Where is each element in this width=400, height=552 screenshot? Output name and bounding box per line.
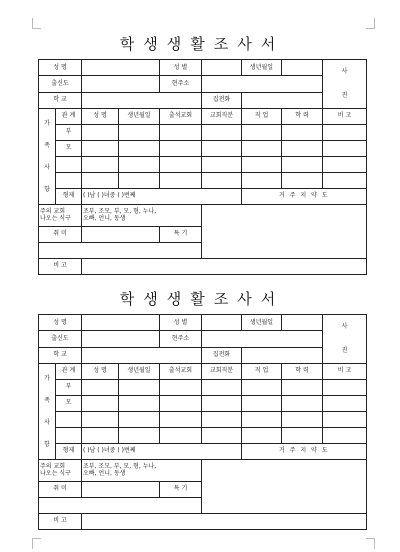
family-cell[interactable] bbox=[282, 125, 323, 141]
family-header-cell: 교회직분 bbox=[202, 109, 242, 125]
family-cell[interactable] bbox=[82, 380, 119, 396]
family-cell[interactable] bbox=[323, 157, 367, 173]
crop-mark-bottom-right bbox=[366, 538, 375, 549]
family-cell[interactable] bbox=[282, 173, 323, 189]
family-cell[interactable] bbox=[323, 396, 367, 412]
family-header-cell: 비 고 bbox=[323, 109, 367, 125]
church-family-label-2: 나오는 식구 bbox=[40, 214, 71, 222]
siblings-label: 형제 bbox=[56, 189, 82, 205]
family-label-2: 족 bbox=[44, 141, 50, 149]
family-row bbox=[39, 125, 367, 141]
address-field[interactable] bbox=[202, 76, 323, 92]
gender-field[interactable] bbox=[202, 60, 242, 76]
family-relation[interactable] bbox=[56, 412, 82, 428]
family-cell[interactable] bbox=[282, 428, 323, 444]
family-cell[interactable] bbox=[160, 396, 202, 412]
hobby-label: 취 미 bbox=[39, 227, 82, 243]
family-cell[interactable] bbox=[282, 141, 323, 157]
family-cell[interactable] bbox=[323, 412, 367, 428]
family-cell[interactable] bbox=[242, 125, 282, 141]
family-header-cell: 학 력 bbox=[282, 109, 323, 125]
family-cell[interactable] bbox=[119, 412, 160, 428]
photo-box bbox=[323, 60, 367, 109]
residence-map-label: 거 주 지 약 도 bbox=[242, 189, 367, 205]
siblings-label: 형제 bbox=[56, 444, 82, 460]
family-cell[interactable] bbox=[119, 396, 160, 412]
school-label: 학 교 bbox=[39, 92, 82, 108]
birthplace-field[interactable] bbox=[82, 76, 160, 92]
photo-label-2: 진 bbox=[341, 92, 348, 99]
survey-table bbox=[38, 314, 367, 530]
survey-form-top bbox=[38, 33, 366, 275]
home-phone-label: 집전화 bbox=[202, 347, 242, 363]
survey-table bbox=[38, 59, 367, 275]
family-cell[interactable] bbox=[242, 380, 282, 396]
family-cell[interactable] bbox=[160, 141, 202, 157]
family-cell[interactable] bbox=[82, 396, 119, 412]
family-cell[interactable] bbox=[242, 157, 282, 173]
church-family-label-2: 나오는 식구 bbox=[40, 469, 71, 477]
family-cell[interactable] bbox=[160, 125, 202, 141]
family-relation: 모 bbox=[56, 141, 82, 157]
birthdate-field[interactable] bbox=[282, 315, 323, 331]
family-cell[interactable] bbox=[282, 157, 323, 173]
family-header-cell: 성 명 bbox=[82, 109, 119, 125]
residence-map-area[interactable] bbox=[202, 205, 367, 259]
family-relation[interactable] bbox=[56, 428, 82, 444]
family-cell[interactable] bbox=[323, 173, 367, 189]
birthdate-label: 생년월일 bbox=[242, 315, 282, 331]
church-family-label bbox=[39, 460, 82, 482]
church-family-options-1: 조부, 조모, 부, 모, 형, 누나, bbox=[83, 463, 157, 471]
family-cell[interactable] bbox=[119, 125, 160, 141]
family-cell[interactable] bbox=[242, 396, 282, 412]
family-label-3: 사 bbox=[44, 163, 50, 171]
residence-map-area[interactable] bbox=[202, 460, 367, 514]
school-label: 학 교 bbox=[39, 347, 82, 363]
home-phone-label: 집전화 bbox=[202, 92, 242, 108]
family-cell[interactable] bbox=[323, 380, 367, 396]
family-row bbox=[39, 141, 367, 157]
family-header-cell: 직 업 bbox=[242, 364, 282, 380]
family-cell[interactable] bbox=[202, 173, 242, 189]
family-row bbox=[39, 396, 367, 412]
family-cell[interactable] bbox=[242, 173, 282, 189]
school-field[interactable] bbox=[82, 347, 202, 363]
remarks-label: 비 고 bbox=[39, 514, 82, 530]
family-cell[interactable] bbox=[202, 428, 242, 444]
church-family-label bbox=[39, 205, 82, 227]
family-cell[interactable] bbox=[323, 428, 367, 444]
family-cell[interactable] bbox=[119, 141, 160, 157]
family-header-cell: 출석교회 bbox=[160, 109, 202, 125]
family-cell[interactable] bbox=[119, 380, 160, 396]
family-label-1: 가 bbox=[44, 374, 50, 382]
gender-field[interactable] bbox=[202, 315, 242, 331]
family-row bbox=[39, 380, 367, 396]
form-title: 학생생활조사서 bbox=[119, 35, 285, 53]
family-cell[interactable] bbox=[323, 141, 367, 157]
family-row bbox=[39, 428, 367, 444]
name-label: 성 명 bbox=[39, 60, 82, 76]
survey-form-bottom bbox=[38, 288, 366, 530]
family-row bbox=[39, 412, 367, 428]
family-cell[interactable] bbox=[82, 157, 119, 173]
family-cell[interactable] bbox=[202, 412, 242, 428]
birthplace-label: 출신도 bbox=[39, 76, 82, 92]
church-family-options-2: 오빠, 언니, 동생 bbox=[83, 214, 126, 222]
name-label: 성 명 bbox=[39, 315, 82, 331]
family-relation: 부 bbox=[56, 380, 82, 396]
family-cell[interactable] bbox=[82, 125, 119, 141]
family-cell[interactable] bbox=[282, 380, 323, 396]
family-label-3: 사 bbox=[44, 418, 50, 426]
gender-label: 성 별 bbox=[160, 315, 202, 331]
hobby-field[interactable] bbox=[82, 227, 160, 243]
family-relation: 부 bbox=[56, 125, 82, 141]
family-section-label bbox=[39, 109, 56, 205]
family-label-2: 족 bbox=[44, 396, 50, 404]
church-family-label-1: 주의 교회 bbox=[40, 463, 66, 471]
siblings-detail[interactable]: ( )남 ( )녀중 ( )번째 bbox=[82, 444, 242, 460]
family-header-cell: 관 계 bbox=[56, 109, 82, 125]
family-cell[interactable] bbox=[160, 157, 202, 173]
family-header-cell: 학 력 bbox=[282, 364, 323, 380]
birthdate-field[interactable] bbox=[282, 60, 323, 76]
blank-row[interactable] bbox=[39, 498, 202, 514]
family-cell[interactable] bbox=[242, 141, 282, 157]
family-cell[interactable] bbox=[242, 428, 282, 444]
family-cell[interactable] bbox=[242, 412, 282, 428]
family-label-4: 항 bbox=[44, 185, 50, 193]
family-header-cell: 관 계 bbox=[56, 364, 82, 380]
crop-mark-top-right bbox=[366, 18, 375, 29]
church-family-options-1: 조부, 조모, 부, 모, 형, 누나, bbox=[83, 208, 157, 216]
family-header-cell: 직 업 bbox=[242, 109, 282, 125]
address-label: 현주소 bbox=[160, 76, 202, 92]
family-header-cell: 생년월일 bbox=[119, 109, 160, 125]
family-cell[interactable] bbox=[282, 396, 323, 412]
gender-label: 성 별 bbox=[160, 60, 202, 76]
family-relation[interactable] bbox=[56, 173, 82, 189]
family-relation[interactable] bbox=[56, 157, 82, 173]
hobby-field[interactable] bbox=[82, 482, 160, 498]
name-field[interactable] bbox=[82, 315, 160, 331]
address-label: 현주소 bbox=[160, 331, 202, 347]
family-cell[interactable] bbox=[323, 125, 367, 141]
crop-mark-top-left bbox=[32, 18, 41, 29]
family-section-label bbox=[39, 364, 56, 460]
photo-box bbox=[323, 315, 367, 364]
photo-label-1: 사 bbox=[341, 323, 348, 330]
family-cell[interactable] bbox=[119, 173, 160, 189]
family-relation: 모 bbox=[56, 396, 82, 412]
family-cell[interactable] bbox=[119, 157, 160, 173]
blank-row[interactable] bbox=[39, 243, 202, 259]
church-family-options[interactable] bbox=[82, 205, 202, 227]
name-field[interactable] bbox=[82, 60, 160, 76]
family-cell[interactable] bbox=[160, 173, 202, 189]
talent-label: 특 기 bbox=[160, 482, 202, 498]
family-cell[interactable] bbox=[82, 173, 119, 189]
birthplace-field[interactable] bbox=[82, 331, 160, 347]
home-phone-field[interactable] bbox=[242, 347, 323, 363]
family-cell[interactable] bbox=[282, 412, 323, 428]
talent-label: 특 기 bbox=[160, 227, 202, 243]
family-header-cell: 생년월일 bbox=[119, 364, 160, 380]
family-cell[interactable] bbox=[202, 396, 242, 412]
family-cell[interactable] bbox=[82, 412, 119, 428]
siblings-detail[interactable]: ( )남 ( )녀중 ( )번째 bbox=[82, 189, 242, 205]
church-family-options[interactable] bbox=[82, 460, 202, 482]
family-row bbox=[39, 173, 367, 189]
birthdate-label: 생년월일 bbox=[242, 60, 282, 76]
family-cell[interactable] bbox=[202, 380, 242, 396]
family-cell[interactable] bbox=[202, 141, 242, 157]
family-header-cell: 성 명 bbox=[82, 364, 119, 380]
family-header-cell: 출석교회 bbox=[160, 364, 202, 380]
form-title: 학생생활조사서 bbox=[119, 290, 285, 308]
birthplace-label: 출신도 bbox=[39, 331, 82, 347]
school-field[interactable] bbox=[82, 92, 202, 108]
family-header-cell: 비 고 bbox=[323, 364, 367, 380]
family-cell[interactable] bbox=[160, 428, 202, 444]
remarks-field[interactable] bbox=[82, 514, 367, 530]
address-field[interactable] bbox=[202, 331, 323, 347]
church-family-options-2: 오빠, 언니, 동생 bbox=[83, 469, 126, 477]
remarks-field[interactable] bbox=[82, 259, 367, 275]
family-cell[interactable] bbox=[82, 141, 119, 157]
family-header-cell: 교회직분 bbox=[202, 364, 242, 380]
family-cell[interactable] bbox=[160, 412, 202, 428]
crop-mark-bottom-left bbox=[32, 538, 41, 549]
family-cell[interactable] bbox=[202, 157, 242, 173]
family-label-4: 항 bbox=[44, 440, 50, 448]
family-cell[interactable] bbox=[119, 428, 160, 444]
photo-label-2: 진 bbox=[341, 347, 348, 354]
remarks-label: 비 고 bbox=[39, 259, 82, 275]
family-cell[interactable] bbox=[82, 428, 119, 444]
church-family-label-1: 주의 교회 bbox=[40, 208, 66, 216]
residence-map-label: 거 주 지 약 도 bbox=[242, 444, 367, 460]
hobby-label: 취 미 bbox=[39, 482, 82, 498]
family-label-1: 가 bbox=[44, 119, 50, 127]
photo-label-1: 사 bbox=[341, 68, 348, 75]
family-cell[interactable] bbox=[202, 125, 242, 141]
family-cell[interactable] bbox=[160, 380, 202, 396]
family-row bbox=[39, 157, 367, 173]
home-phone-field[interactable] bbox=[242, 92, 323, 108]
